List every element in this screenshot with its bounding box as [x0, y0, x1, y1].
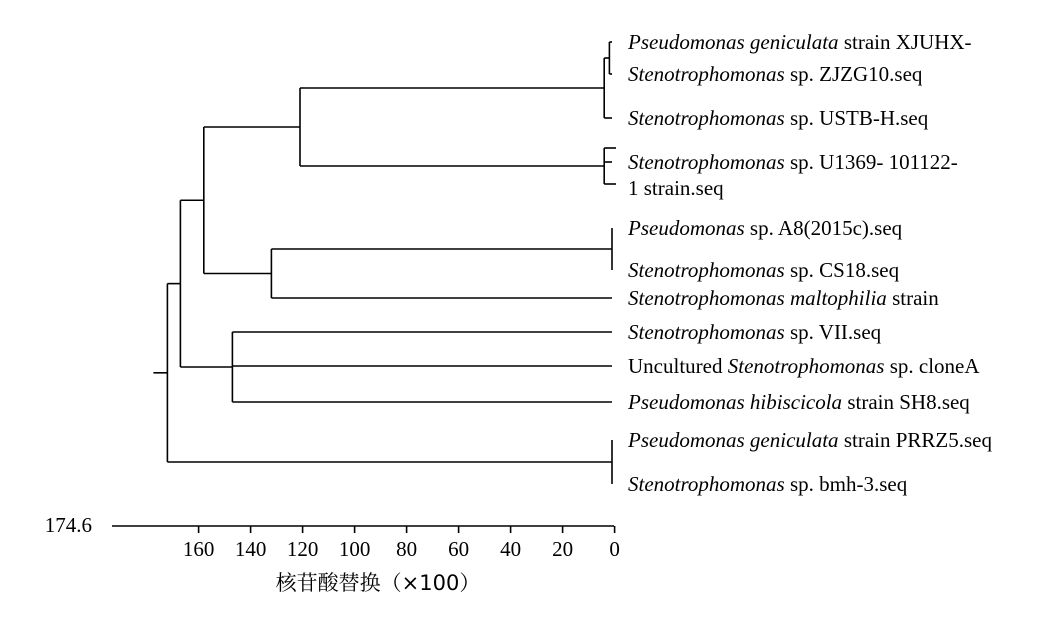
leaf-label: Stenotrophomonas maltophilia strain: [628, 286, 939, 310]
leaf-label: Pseudomonas hibiscicola strain SH8.seq: [628, 390, 970, 414]
branch-3: [300, 88, 604, 166]
branch-0: [609, 42, 612, 74]
tick-label: 120: [286, 537, 319, 561]
leaf-label: Stenotrophomonas sp. VII.seq: [628, 320, 882, 344]
branch-10: [167, 284, 612, 462]
tick-label: 0: [609, 537, 620, 561]
tick-label: 20: [552, 537, 574, 561]
leaf-label: Stenotrophomonas sp. ZJZG10.seq: [628, 62, 923, 86]
tick-label: 80: [396, 537, 418, 561]
branch-7: [232, 332, 612, 402]
branch-2: [604, 148, 616, 184]
leaf-label: Uncultured Stenotrophomonas sp. cloneA: [628, 354, 980, 378]
leaf-label: Stenotrophomonas sp. USTB-H.seq: [628, 106, 929, 130]
tick-label: 140: [234, 537, 267, 561]
branch-6: [204, 127, 300, 274]
leaf-label: Pseudomonas geniculata strain XJUHX-: [628, 30, 972, 54]
tick-label: 40: [500, 537, 522, 561]
leaf-label: Pseudomonas sp. A8(2015c).seq: [628, 216, 903, 240]
tick-label: 60: [448, 537, 470, 561]
leaf-label-line2: 1 strain.seq: [628, 176, 724, 200]
tick-label: 160: [182, 537, 215, 561]
branch-1: [604, 58, 612, 118]
leaf-label: Stenotrophomonas sp. CS18.seq: [628, 258, 900, 282]
x-axis-label: 核苷酸替换（×100）: [275, 571, 481, 595]
leaf-label: Stenotrophomonas sp. U1369- 101122-: [628, 150, 958, 174]
leaf-label: Pseudomonas geniculata strain PRRZ5.seq: [628, 428, 992, 452]
branch-5: [271, 249, 612, 298]
leaf-label: Stenotrophomonas sp. bmh-3.seq: [628, 472, 908, 496]
branch-8: [180, 200, 232, 367]
distance-axis: [45, 513, 620, 595]
scale-label: 174.6: [44, 513, 92, 537]
tick-label: 100: [338, 537, 371, 561]
